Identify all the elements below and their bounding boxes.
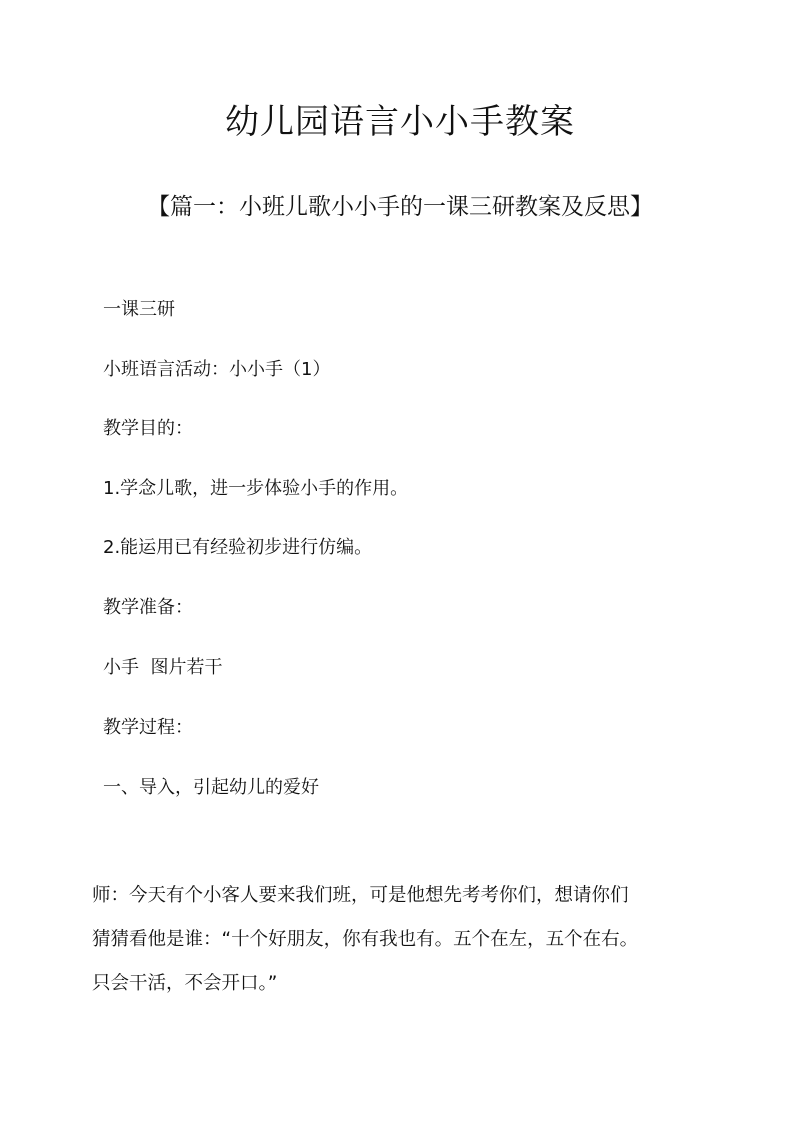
section-heading: 【篇一：小班儿歌小小手的一课三研教案及反思】 xyxy=(147,194,653,220)
text-line-8: 教学过程： xyxy=(103,717,193,738)
dialogue-paragraph xyxy=(92,874,702,1006)
paragraph-line-1: 师：今天有个小客人要来我们班，可是他想先考考你们，想请你们 xyxy=(92,885,629,906)
document-title: 幼儿园语言小小手教案 xyxy=(225,102,575,142)
text-line-1: 一课三研 xyxy=(103,299,175,320)
text-line-7: 小手 图片若干 xyxy=(103,657,223,678)
text-line-3: 教学目的： xyxy=(103,418,193,439)
text-line-5: 2.能运用已有经验初步进行仿编。 xyxy=(103,537,373,558)
text-line-6: 教学准备： xyxy=(103,597,193,618)
text-line-9: 一、导入，引起幼儿的爱好 xyxy=(103,777,319,798)
paragraph-line-3: 只会干活，不会开口。” xyxy=(92,973,278,994)
text-line-4: 1.学念儿歌，进一步体验小手的作用。 xyxy=(103,478,409,499)
paragraph-line-2: 猜猜看他是谁：“十个好朋友，你有我也有。五个在左，五个在右。 xyxy=(92,929,639,950)
text-line-2: 小班语言活动：小小手（1） xyxy=(103,359,331,380)
